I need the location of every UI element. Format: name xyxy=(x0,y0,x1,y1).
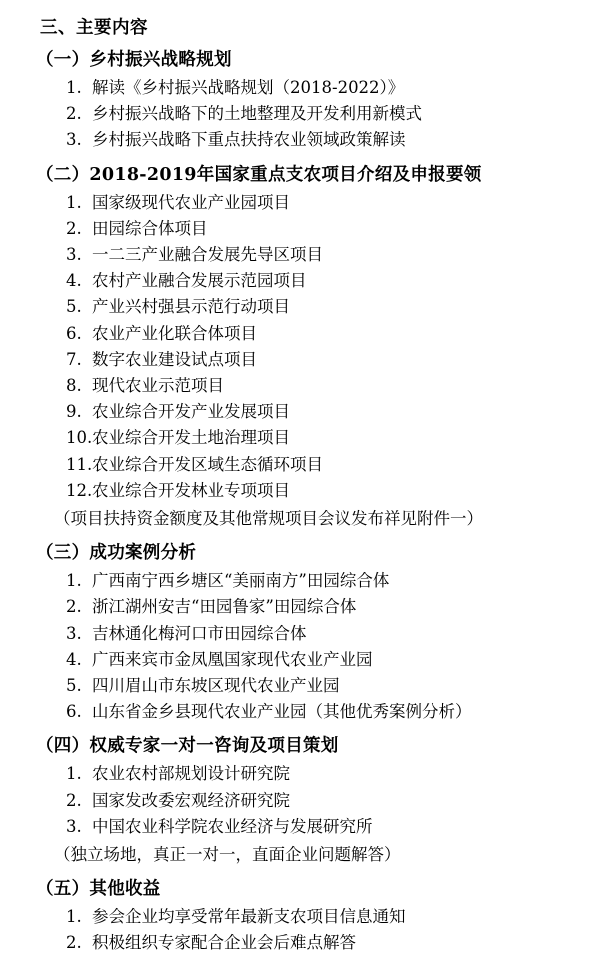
list-item-number: 7. xyxy=(66,349,82,369)
list-item-label: 广西来宾市金凤凰国家现代农业产业园 xyxy=(92,649,373,669)
list-item-label: 解读《乡村振兴战略规划（2018-2022）》 xyxy=(92,78,405,97)
section-list xyxy=(14,904,587,956)
section-heading: （三）成功案例分析 xyxy=(36,543,197,564)
list-item xyxy=(66,930,587,956)
list-item xyxy=(66,673,587,699)
list-item-number: 3. xyxy=(66,623,82,643)
list-item-label: 农业综合开发土地治理项目 xyxy=(92,428,290,448)
list-item xyxy=(66,216,587,242)
list-item-number: 1. xyxy=(66,907,82,927)
list-item xyxy=(66,399,587,425)
document-body xyxy=(14,46,587,957)
list-item xyxy=(66,101,587,127)
document-section xyxy=(14,539,587,725)
list-item xyxy=(66,127,587,153)
list-item xyxy=(66,452,587,478)
section-heading: （五）其他收益 xyxy=(36,879,161,900)
list-item-label: 农业综合开发林业专项项目 xyxy=(92,480,290,500)
list-item xyxy=(66,788,587,814)
list-item-number: 3. xyxy=(66,130,82,150)
list-item-number: 9. xyxy=(66,402,82,422)
list-item xyxy=(66,425,587,451)
document-section xyxy=(14,732,587,868)
list-item-number: 10. xyxy=(66,428,93,448)
list-item xyxy=(66,321,587,347)
list-item-number: 6. xyxy=(66,323,82,343)
list-item-number: 2. xyxy=(66,104,82,124)
list-item xyxy=(66,190,587,216)
list-item xyxy=(66,75,587,101)
list-item-number: 4. xyxy=(66,271,82,291)
list-item xyxy=(66,347,587,373)
list-item xyxy=(66,568,587,594)
section-list xyxy=(14,761,587,840)
section-list xyxy=(14,568,587,725)
list-item-number: 12. xyxy=(66,480,93,500)
list-item-label: 田园综合体项目 xyxy=(92,218,208,238)
list-item-number: 3. xyxy=(66,816,82,836)
list-item-label: 国家发改委宏观经济研究院 xyxy=(92,790,290,810)
list-item-label: 一二三产业融合发展先导区项目 xyxy=(92,245,323,265)
list-item-number: 1. xyxy=(66,764,82,784)
list-item-label: 四川眉山市东坡区现代农业产业园 xyxy=(92,676,340,696)
list-item-label: 农村产业融合发展示范园项目 xyxy=(92,271,307,291)
list-item-number: 5. xyxy=(66,297,82,317)
list-item xyxy=(66,478,587,504)
list-item xyxy=(66,594,587,620)
list-item-label: 农业农村部规划设计研究院 xyxy=(92,764,290,784)
section-list xyxy=(14,75,587,154)
list-item xyxy=(66,761,587,787)
list-item-label: 吉林通化梅河口市田园综合体 xyxy=(92,623,307,643)
list-item-label: 山东省金乡县现代农业产业园（其他优秀案例分析） xyxy=(92,702,472,722)
list-item xyxy=(66,242,587,268)
list-item-number: 11. xyxy=(66,454,93,474)
section-note: （项目扶持资金额度及其他常规项目会议发布祥见附件一） xyxy=(54,509,483,529)
document-section xyxy=(14,875,587,956)
section-list xyxy=(14,190,587,504)
list-item-number: 1. xyxy=(66,571,82,591)
list-item xyxy=(66,621,587,647)
list-item-number: 5. xyxy=(66,676,82,696)
list-item-label: 农业综合开发产业发展项目 xyxy=(92,402,290,422)
list-item-label: 农业产业化联合体项目 xyxy=(92,323,257,343)
list-item-label: 产业兴村强县示范行动项目 xyxy=(92,297,290,317)
list-item xyxy=(66,904,587,930)
list-item-label: 积极组织专家配合企业会后难点解答 xyxy=(92,933,356,953)
list-item-label: 国家级现代农业产业园项目 xyxy=(92,192,290,212)
list-item-number: 2. xyxy=(66,933,82,953)
list-item-number: 6. xyxy=(66,702,82,722)
section-heading: （四）权威专家一对一咨询及项目策划 xyxy=(36,736,339,757)
section-heading: （二）2018-2019年国家重点支农项目介绍及申报要领 xyxy=(36,164,482,185)
document-section xyxy=(14,46,587,154)
list-item-label: 乡村振兴战略下的土地整理及开发利用新模式 xyxy=(92,104,422,124)
list-item xyxy=(66,294,587,320)
list-item-number: 2. xyxy=(66,218,82,238)
list-item xyxy=(66,647,587,673)
document-section xyxy=(14,161,587,533)
list-item-number: 2. xyxy=(66,790,82,810)
list-item-label: 中国农业科学院农业经济与发展研究所 xyxy=(92,816,373,836)
list-item xyxy=(66,373,587,399)
page-title: 三、主要内容 xyxy=(40,18,148,38)
list-item-number: 2. xyxy=(66,597,82,617)
list-item-number: 4. xyxy=(66,649,82,669)
section-note: （独立场地，真正一对一，直面企业问题解答） xyxy=(54,845,401,865)
list-item xyxy=(66,268,587,294)
list-item-label: 浙江湖州安吉“田园鲁家”田园综合体 xyxy=(92,597,357,617)
list-item-label: 数字农业建设试点项目 xyxy=(92,349,257,369)
list-item-label: 乡村振兴战略下重点扶持农业领域政策解读 xyxy=(92,130,406,150)
list-item-number: 1. xyxy=(66,78,82,97)
list-item-label: 现代农业示范项目 xyxy=(92,376,224,396)
list-item-label: 农业综合开发区域生态循环项目 xyxy=(92,454,323,474)
list-item-label: 参会企业均享受常年最新支农项目信息通知 xyxy=(92,907,406,927)
list-item-number: 3. xyxy=(66,245,82,265)
list-item-number: 8. xyxy=(66,376,82,396)
list-item xyxy=(66,814,587,840)
list-item-number: 1. xyxy=(66,192,82,212)
section-heading: （一）乡村振兴战略规划 xyxy=(36,50,232,70)
list-item xyxy=(66,699,587,725)
list-item-label: 广西南宁西乡塘区“美丽南方”田园综合体 xyxy=(92,571,390,591)
